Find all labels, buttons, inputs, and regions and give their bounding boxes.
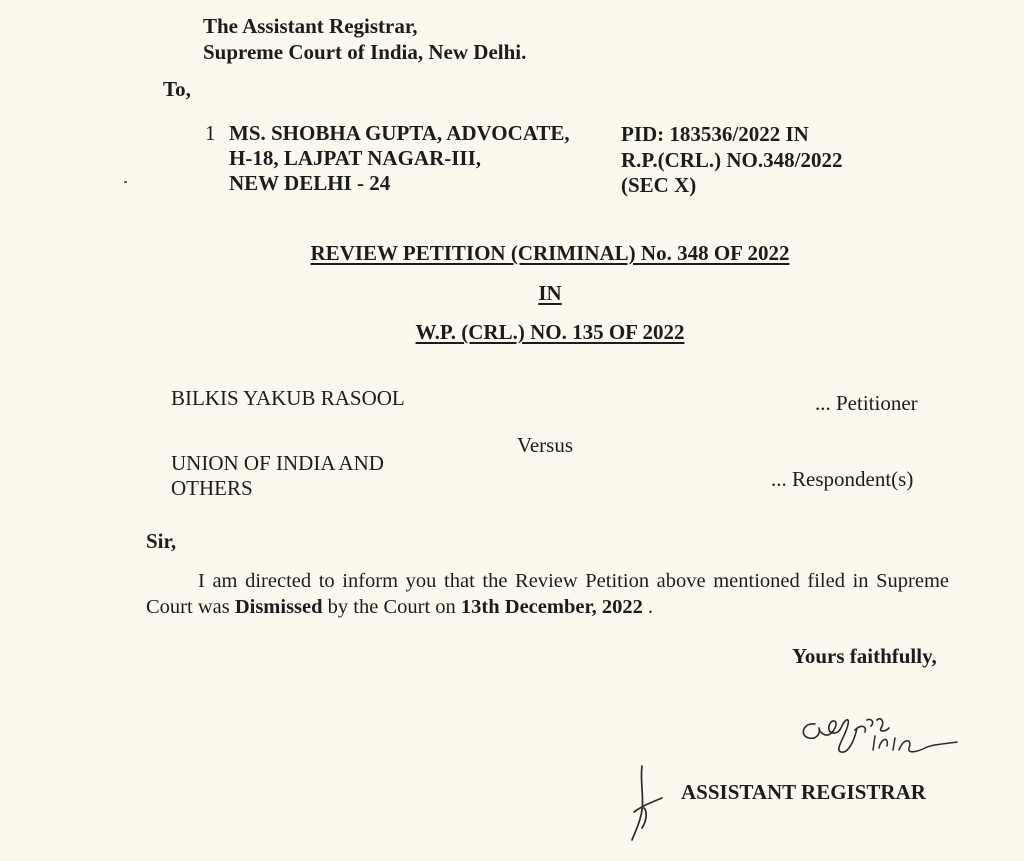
closing: Yours faithfully,	[792, 644, 937, 668]
scan-speck	[124, 181, 127, 183]
reference-line-1: PID: 183536/2022 IN	[621, 122, 809, 146]
sender-line-1: The Assistant Registrar,	[203, 14, 418, 38]
initial-mark	[628, 762, 668, 844]
case-parent: W.P. (CRL.) NO. 135 OF 2022	[415, 320, 685, 344]
reference-line-3: (SEC X)	[621, 173, 697, 197]
designation: ASSISTANT REGISTRAR	[681, 780, 926, 804]
petitioner-role: ... Petitioner	[815, 391, 918, 415]
case-title: REVIEW PETITION (CRIMINAL) No. 348 OF 2022	[310, 241, 790, 265]
respondent-role: ... Respondent(s)	[771, 467, 914, 491]
reference-line-2: R.P.(CRL.) NO.348/2022	[621, 148, 843, 172]
recipient-line-3: NEW DELHI - 24	[229, 171, 391, 195]
case-connector: IN	[538, 281, 562, 305]
recipient-line-1: MS. SHOBHA GUPTA, ADVOCATE,	[229, 121, 570, 145]
salutation: Sir,	[146, 529, 177, 553]
respondent-name-line-2: OTHERS	[171, 476, 253, 500]
versus-label: Versus	[517, 433, 573, 457]
letter-body	[146, 568, 949, 620]
recipient-line-2: H-18, LAJPAT NAGAR-III,	[229, 146, 482, 170]
body-text-2: by the Court on	[322, 596, 461, 618]
respondent-name-line-1: UNION OF INDIA AND	[171, 451, 384, 475]
dismissed-status: Dismissed	[234, 596, 323, 618]
petitioner-name: BILKIS YAKUB RASOOL	[171, 386, 405, 410]
to-label: To,	[163, 77, 191, 101]
handwritten-signature	[795, 710, 965, 770]
dismissal-date: 13th December, 2022	[460, 596, 643, 618]
body-text-1: I am directed to inform you that the Review Petition above mentioned filed in Supreme Court was	[146, 570, 949, 618]
recipient-number: 1	[205, 121, 216, 145]
body-text-end: .	[642, 596, 654, 618]
sender-line-2: Supreme Court of India, New Delhi.	[203, 40, 527, 64]
